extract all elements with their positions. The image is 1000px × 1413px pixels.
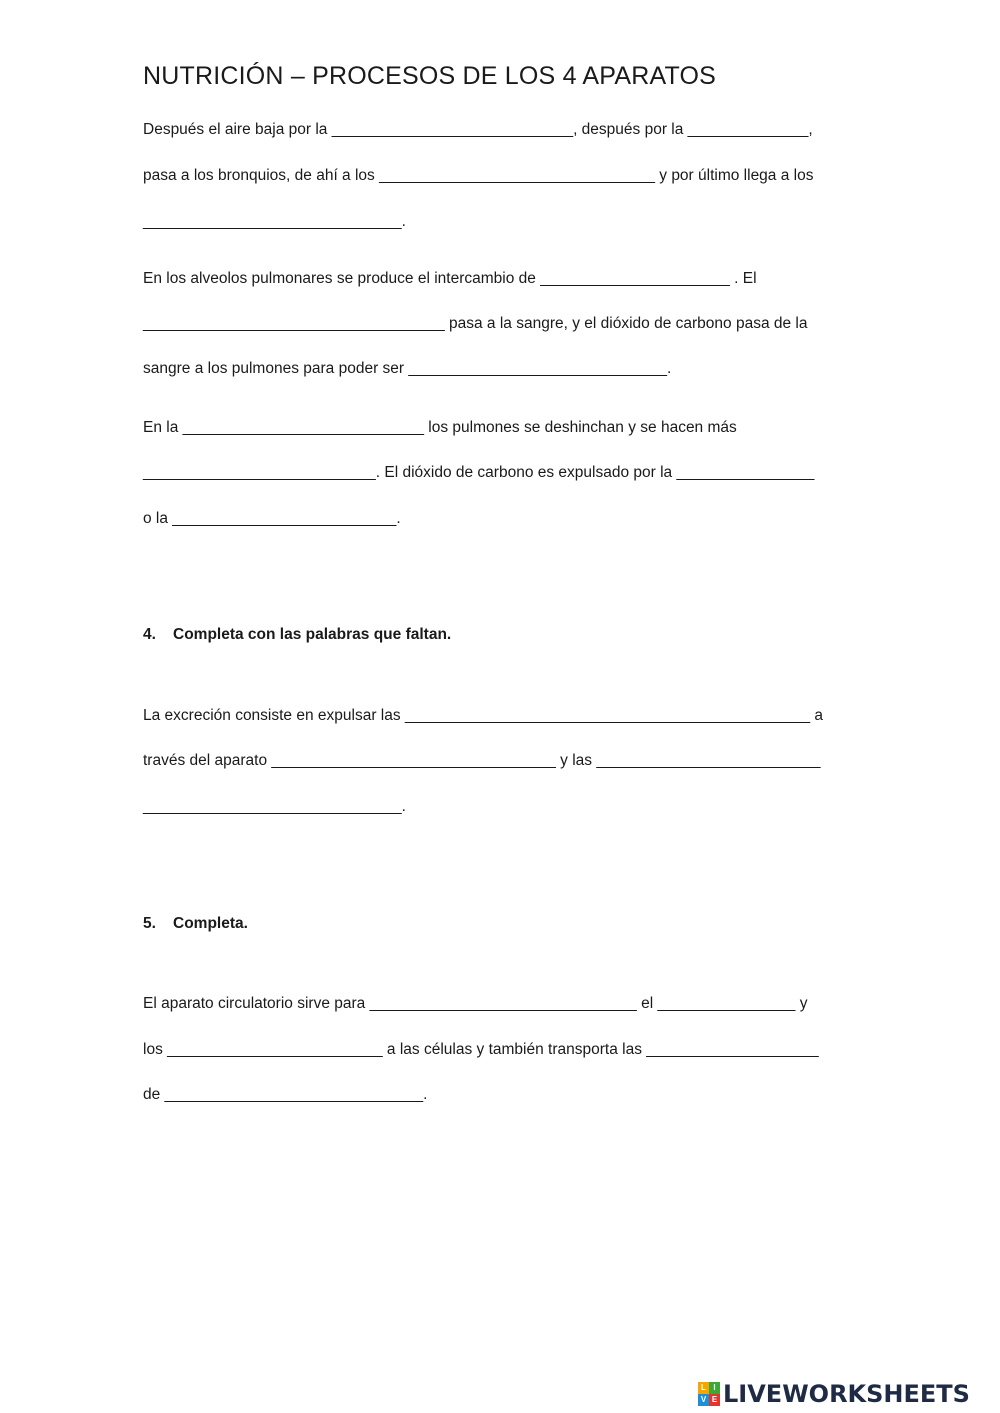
question-title: Completa con las palabras que faltan. — [173, 626, 452, 643]
text-line: Después el aire baja por la ____________________________, después por la ______________, — [143, 121, 813, 138]
text-line: ______________________________. — [143, 213, 406, 230]
text-line: ___________________________. El dióxido de carbono es expulsado por la ________________ — [143, 464, 815, 481]
question-title: Completa. — [173, 915, 248, 932]
question-number: 5. — [143, 915, 156, 932]
text-line: de ______________________________. — [143, 1086, 428, 1103]
logo-mark-letter: L — [698, 1382, 709, 1394]
question-number: 4. — [143, 626, 156, 643]
text-line: los _________________________ a las células y también transporta las ____________________ — [143, 1041, 819, 1058]
text-line: En los alveolos pulmonares se produce el intercambio de ______________________ . El — [143, 270, 757, 287]
question-heading — [143, 625, 451, 645]
text-line: El aparato circulatorio sirve para _______________________________ el ________________ y — [143, 995, 808, 1012]
logo-mark-letter: V — [698, 1394, 709, 1406]
text-line: En la ____________________________ los pulmones se deshinchan y se hacen más — [143, 419, 737, 436]
text-line: ______________________________. — [143, 798, 406, 815]
logo-text: LIVEWORKSHEETS — [723, 1380, 970, 1408]
logo-mark-letter: I — [709, 1382, 720, 1394]
logo-mark-icon — [698, 1382, 720, 1406]
text-line: través del aparato _________________________________ y las __________________________ — [143, 752, 821, 769]
text-line: La excreción consiste en expulsar las _______________________________________________ a — [143, 707, 824, 724]
text-line: pasa a los bronquios, de ahí a los ________________________________ y por último llega a los — [143, 167, 814, 184]
text-line: o la __________________________. — [143, 510, 401, 527]
question-heading — [143, 914, 248, 934]
page-title: NUTRICIÓN – PROCESOS DE LOS 4 APARATOS — [143, 62, 717, 90]
logo-mark-letter: E — [709, 1394, 720, 1406]
liveworksheets-logo — [698, 1380, 970, 1408]
text-line: sangre a los pulmones para poder ser ______________________________. — [143, 360, 672, 377]
text-line: ___________________________________ pasa a la sangre, y el dióxido de carbono pasa de la — [143, 315, 808, 332]
